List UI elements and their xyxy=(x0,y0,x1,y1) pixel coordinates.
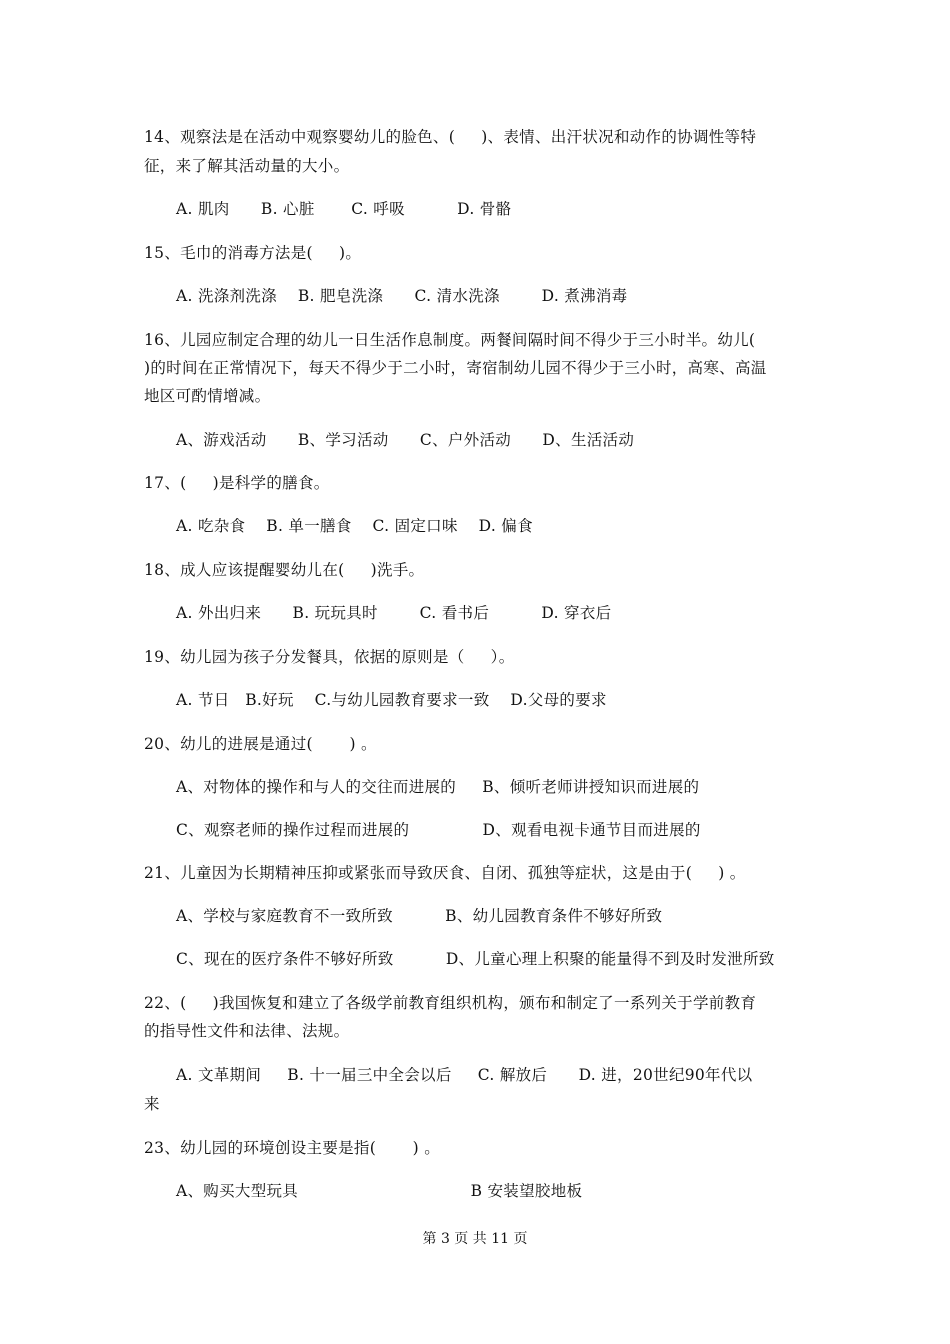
question-20-stem: 20、幼儿的进展是通过( ) 。 xyxy=(144,735,377,753)
question-15-options: A. 洗涤剂洗涤 B. 肥皂洗涤 C. 清水洗涤 D. 煮沸消毒 xyxy=(176,287,628,305)
question-16-stem-line-2: )的时间在正常情况下，每天不得少于二小时，寄宿制幼儿园不得少于三小时，高寒、高温 xyxy=(144,359,767,377)
question-19-stem: 19、幼儿园为孩子分发餐具，依据的原则是（ ）。 xyxy=(144,648,515,666)
question-16-stem-line-1: 16、儿园应制定合理的幼儿一日生活作息制度。两餐间隔时间不得少于三小时半。幼儿( xyxy=(144,331,756,349)
question-18-stem: 18、成人应该提醒婴幼儿在( )洗手。 xyxy=(144,561,425,579)
question-20-options-line-2: C、观察老师的操作过程而进展的 D、观看电视卡通节目而进展的 xyxy=(176,821,701,839)
question-22-options-line-2: 来 xyxy=(144,1095,160,1113)
question-14-stem-line-1: 14、观察法是在活动中观察婴幼儿的脸色、( )、表情、出汗状况和动作的协调性等特 xyxy=(144,128,757,146)
question-21-stem: 21、儿童因为长期精神压抑或紧张而导致厌食、自闭、孤独等症状，这是由于( ) 。 xyxy=(144,864,746,882)
page-number-footer: 第 3 页 共 11 页 xyxy=(422,1231,528,1247)
question-21-options-line-2: C、现在的医疗条件不够好所致 D、儿童心理上积聚的能量得不到及时发泄所致 xyxy=(176,950,775,968)
question-21-options-line-1: A、学校与家庭教育不一致所致 B、幼儿园教育条件不够好所致 xyxy=(176,907,663,925)
question-16-stem-line-3: 地区可酌情增减。 xyxy=(144,387,271,405)
question-16-options: A、游戏活动 B、学习活动 C、户外活动 D、生活活动 xyxy=(176,431,635,449)
question-23-options: A、购买大型玩具 B 安装望胶地板 xyxy=(176,1182,583,1200)
question-14-options: A. 肌肉 B. 心脏 C. 呼吸 D. 骨骼 xyxy=(176,200,512,218)
question-20-options-line-1: A、对物体的操作和与人的交往而进展的 B、倾听老师讲授知识而进展的 xyxy=(176,778,700,796)
question-22-stem-line-1: 22、( )我国恢复和建立了各级学前教育组织机构，颁布和制定了一系列关于学前教育 xyxy=(144,994,757,1012)
question-19-options: A. 节日 B.好玩 C.与幼儿园教育要求一致 D.父母的要求 xyxy=(176,691,607,709)
question-22-options-line-1: A. 文革期间 B. 十一届三中全会以后 C. 解放后 D. 进，20世纪90年代以 xyxy=(176,1066,753,1084)
question-14-stem-line-2: 征，来了解其活动量的大小。 xyxy=(144,157,350,175)
question-17-options: A. 吃杂食 B. 单一膳食 C. 固定口味 D. 偏食 xyxy=(176,517,533,535)
question-18-options: A. 外出归来 B. 玩玩具时 C. 看书后 D. 穿衣后 xyxy=(176,604,612,622)
question-23-stem: 23、幼儿园的环境创设主要是指( ) 。 xyxy=(144,1139,441,1157)
question-17-stem: 17、( )是科学的膳食。 xyxy=(144,474,330,492)
question-22-stem-line-2: 的指导性文件和法律、法规。 xyxy=(144,1022,350,1040)
question-15-stem: 15、毛巾的消毒方法是( )。 xyxy=(144,244,362,262)
